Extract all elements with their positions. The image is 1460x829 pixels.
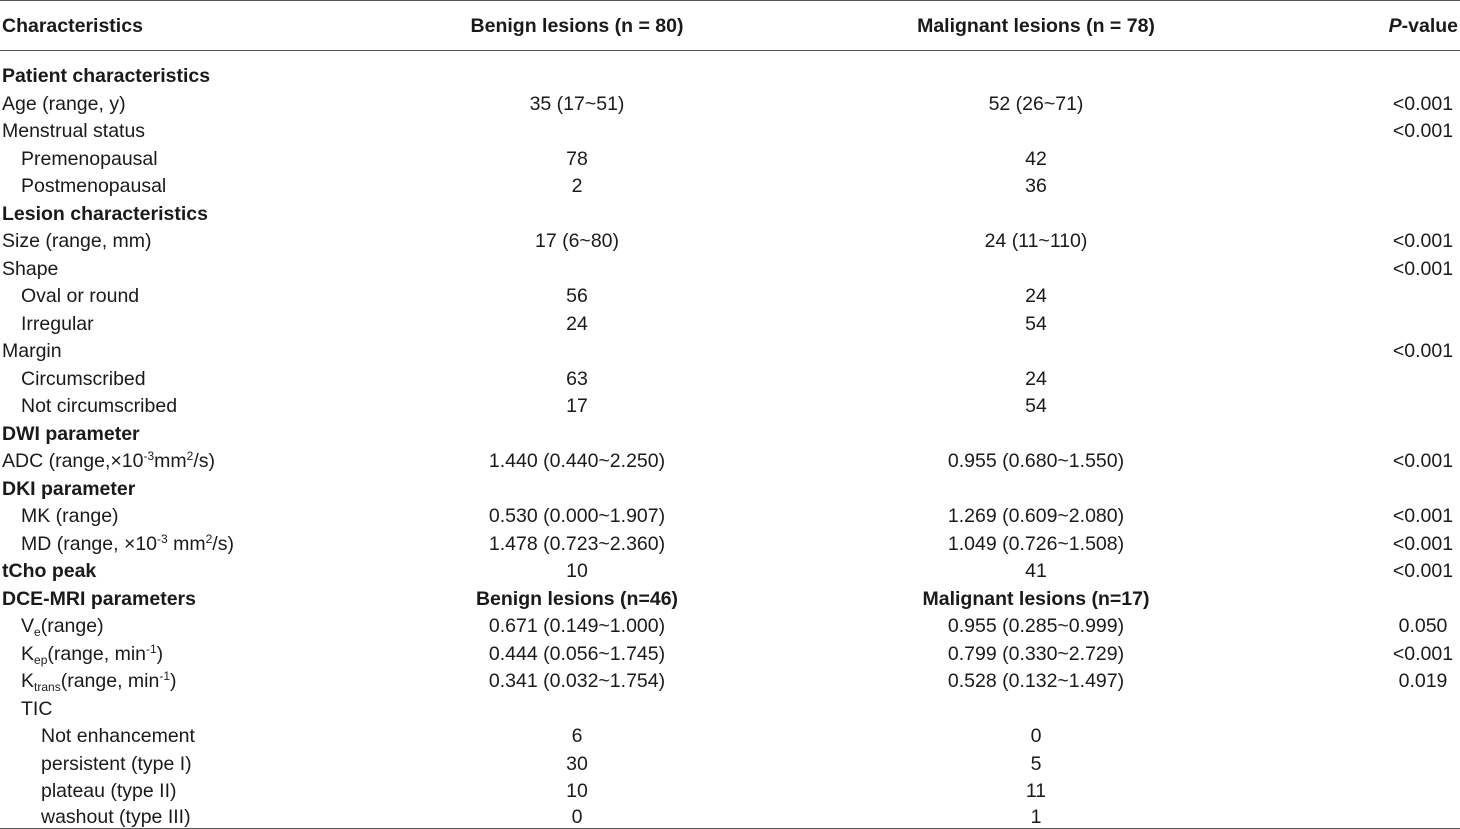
row-label: TIC: [21, 697, 53, 720]
row-label: DCE-MRI parameters: [2, 587, 196, 610]
table-row-age: [0, 91, 1460, 119]
table-row-postmenopausal: [0, 173, 1460, 201]
header-malignant: Malignant lesions (n = 78): [917, 15, 1155, 37]
table-row-premenopausal: [0, 146, 1460, 174]
row-label: MD (range, $\times 10^{-3}$ $mm^2/s$): [21, 531, 234, 555]
header-p-value: [1389, 0, 1458, 52]
row-label: washout (type III): [41, 805, 191, 828]
benign-value: 10: [566, 780, 588, 802]
header-characteristics: Characteristics: [2, 15, 143, 37]
header-p-rest: -value: [1401, 15, 1458, 37]
benign-value: 24: [566, 312, 588, 335]
row-label: Oval or round: [21, 285, 140, 307]
row-label: Shape: [2, 257, 59, 280]
section-row-dki: [0, 476, 1460, 504]
p-value: <0.001: [1392, 642, 1454, 665]
benign-value: 0: [571, 805, 583, 828]
row-label: DKI parameter: [2, 477, 136, 500]
benign-value: 63: [566, 367, 588, 390]
row-label: Not enhancement: [41, 725, 195, 747]
malignant-value: 11: [1025, 780, 1047, 802]
table-row-ve: [0, 613, 1460, 641]
table-row-kep: [0, 641, 1460, 669]
section-row-dce: [0, 586, 1460, 614]
table-row-tcho: [0, 558, 1460, 586]
row-label: MK (range): [21, 505, 119, 527]
table-row-mk: [0, 503, 1460, 531]
table-row-plateau: [0, 778, 1460, 806]
malignant-value: 0.955 (0.285~0.999): [947, 615, 1125, 637]
malignant-value: 24: [1025, 285, 1047, 307]
malignant-value: 52 (26~71): [988, 92, 1084, 115]
benign-value: 0.444 (0.056~1.745): [488, 642, 666, 665]
malignant-value: 1: [1030, 805, 1042, 828]
benign-value: 56: [566, 285, 588, 307]
table-row-margin: [0, 338, 1460, 366]
p-value: 0.050: [1398, 615, 1448, 637]
malignant-value: 5: [1030, 752, 1042, 775]
section-row-lesion: [0, 201, 1460, 229]
malignant-subheader: Malignant lesions (n=17): [922, 587, 1150, 610]
malignant-value: 24 (11~110): [984, 230, 1088, 252]
benign-value: 1.478 (0.723~2.360): [488, 532, 666, 555]
row-label: Patient characteristics: [2, 65, 211, 87]
benign-value: 10: [566, 560, 588, 582]
benign-value: 0.341 (0.032~1.754): [488, 670, 666, 692]
p-value: <0.001: [1392, 340, 1454, 362]
benign-value: 2: [571, 175, 583, 197]
p-value: <0.001: [1392, 560, 1454, 582]
malignant-value: 36: [1025, 175, 1047, 197]
table-row-not-circumscribed: [0, 393, 1460, 421]
row-label: $K_{ep}(range$, $\min^{-1}$): [21, 641, 164, 667]
table-row-not-enhancement: [0, 723, 1460, 751]
table-row-persistent: [0, 751, 1460, 779]
table-row-size: [0, 228, 1460, 256]
row-label: ADC $(range,\times 10^{-3}mm^2/s)$: [2, 449, 215, 472]
row-label: $K_{trans}(range$, $\min^{-1}$): [21, 669, 177, 694]
row-label: Lesion characteristics: [2, 202, 208, 225]
table-row-ktrans: [0, 668, 1460, 696]
benign-value: 6: [571, 725, 583, 747]
malignant-value: 54: [1025, 312, 1047, 335]
row-label: Menstrual status: [2, 120, 146, 142]
malignant-value: 42: [1025, 147, 1047, 170]
benign-value: 78: [566, 147, 588, 170]
row-label: Margin: [2, 340, 62, 362]
benign-value: 30: [566, 752, 588, 775]
malignant-value: 0.955 (0.680~1.550): [947, 450, 1125, 472]
p-value: <0.001: [1392, 120, 1454, 142]
row-label: Irregular: [21, 312, 94, 335]
benign-value: 1.440 (0.440~2.250): [488, 450, 666, 472]
p-value: <0.001: [1392, 450, 1454, 472]
p-value: <0.001: [1392, 230, 1454, 252]
header-rule: [0, 50, 1460, 51]
table-row-oval: [0, 283, 1460, 311]
p-value: <0.001: [1392, 257, 1454, 280]
table-row-md: [0, 531, 1460, 559]
benign-value: 0.671 (0.149~1.000): [488, 615, 666, 637]
row-label: Postmenopausal: [21, 175, 167, 197]
benign-value: 17: [566, 395, 588, 417]
table-row-irregular: [0, 311, 1460, 339]
row-label: Not circumscribed: [21, 395, 178, 417]
benign-value: 0.530 (0.000~1.907): [488, 505, 666, 527]
section-row-dwi: [0, 421, 1460, 449]
row-label: Premenopausal: [21, 147, 158, 170]
row-label: persistent (type I): [41, 752, 192, 775]
table-row-washout: [0, 806, 1460, 829]
section-row-patient: [0, 63, 1460, 91]
p-value: <0.001: [1392, 92, 1454, 115]
benign-subheader: Benign lesions (n=46): [475, 587, 679, 610]
row-label: plateau (type II): [41, 780, 177, 802]
row-label: Circumscribed: [21, 367, 146, 390]
table-row-adc: [0, 448, 1460, 476]
malignant-value: 1.269 (0.609~2.080): [947, 505, 1125, 527]
benign-value: 35 (17~51): [529, 92, 625, 115]
row-label: $V_e(range)$: [21, 615, 104, 639]
p-value: <0.001: [1392, 532, 1454, 555]
row-label: Size (range, mm): [2, 230, 152, 252]
p-value: 0.019: [1398, 670, 1448, 692]
table-row-circumscribed: [0, 366, 1460, 394]
table-row-shape: [0, 256, 1460, 284]
malignant-value: 24: [1025, 367, 1047, 390]
header-p-italic: P: [1388, 15, 1402, 37]
header-benign: Benign lesions (n = 80): [470, 15, 684, 37]
row-label: tCho peak: [2, 560, 97, 582]
row-label: Age (range, y): [2, 92, 126, 115]
table-row-menstrual: [0, 118, 1460, 146]
malignant-value: 0.528 (0.132~1.497): [947, 670, 1125, 692]
row-label: DWI parameter: [2, 422, 140, 445]
malignant-value: 41: [1025, 560, 1047, 582]
malignant-value: 0: [1030, 725, 1042, 747]
p-value: <0.001: [1392, 505, 1454, 527]
malignant-value: 1.049 (0.726~1.508): [947, 532, 1125, 555]
benign-value: 17 (6~80): [534, 230, 620, 252]
malignant-value: 54: [1025, 395, 1047, 417]
table-row-tic: [0, 696, 1460, 724]
top-rule: [0, 0, 1460, 1]
malignant-value: 0.799 (0.330~2.729): [947, 642, 1125, 665]
